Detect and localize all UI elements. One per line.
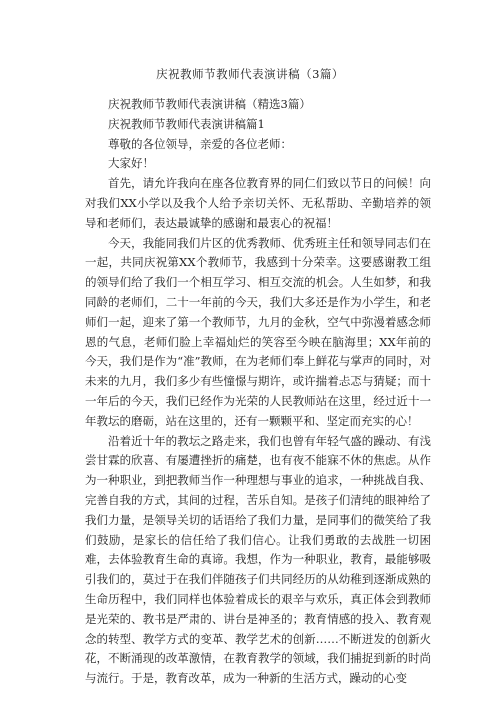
body-paragraph: 今天，我能同我们片区的优秀教师、优秀班主任和领导同志们在一起，共同庆祝第XX个教师节，我感到十分荣幸。这要感谢教工组的领导们给了我们一个相互学习、相互交流的机会。人生如梦，和我同龄的老师们，二十一年前的今天，我们大多还是作为小学生，和老师们一起，迎来了第一个教师节，九月的金秋，空气中弥漫着感念师恩的气息，老师们脸上幸福灿烂的笑容至今映在脑海里；XX年前的今天，我们是作为“准”教师，在为老师们奉上鲜花与掌声的同时，对未来的九月，我们多少有些憧憬与期许，或许揣着忐忑与猜疑；而十一年后的今天，我们已经作为光荣的人民教师站在这里，经过近十一年教坛的磨砺，站在这里的，还有一颗颗平和、坚定而充实的心！	[85, 235, 431, 428]
body-paragraph: 首先，请允许我向在座各位教育界的同仁们致以节日的问候！向对我们XX小学以及我个人给予亲切关怀、无私帮助、辛勤培养的领导和老师们，表达最诚挚的感谢和最衷心的祝福！	[85, 176, 431, 230]
subtitle-line: 庆祝教师节教师代表演讲稿（精选3篇）	[108, 97, 311, 111]
greeting: 大家好！	[108, 156, 154, 171]
salutation: 尊敬的各位领导，亲爱的各位老师：	[108, 136, 292, 151]
body-paragraph: 沿着近十年的教坛之路走来，我们也曾有年轻气盛的躁动、有浅尝甘霖的欣喜、有屡遭挫折的痛楚，也有夜不能寐不休的焦虑。从作为一种职业，到把教师当作一种理想与事业的追求，一种挑战自我、完善自我的方式，其间的过程，苦乐自知。是孩子们清纯的眼神给了我们力量，是领导关切的话语给了我们力量，是同事们的微笑给了我们鼓励，是家长的信任给了我们信心。让我们勇敢的去战胜一切困难，去体验教育生命的真谛。我想，作为一种职业，教育，最能够吸引我们的，莫过于在我们伴随孩子们共同经历的从幼稚到逐渐成熟的生命历程中，我们同样也体验着成长的艰辛与欢乐，真正体会到教师是光荣的、教书是严肃的、讲台是神圣的；教育情感的投入、教育观念的转型、教学方式的变革、教学艺术的创新……不断迸发的创新火花，不断涌现的改革激情，在教育教学的领域，我们捕捉到新的时尚与流行。于是，教育改革，成为一种新的生活方式，躁动的心变	[85, 433, 431, 686]
section-heading: 庆祝教师节教师代表演讲稿篇1	[108, 116, 265, 131]
document-title: 庆祝教师节教师代表演讲稿（3篇）	[156, 67, 344, 81]
document-body	[85, 95, 431, 689]
